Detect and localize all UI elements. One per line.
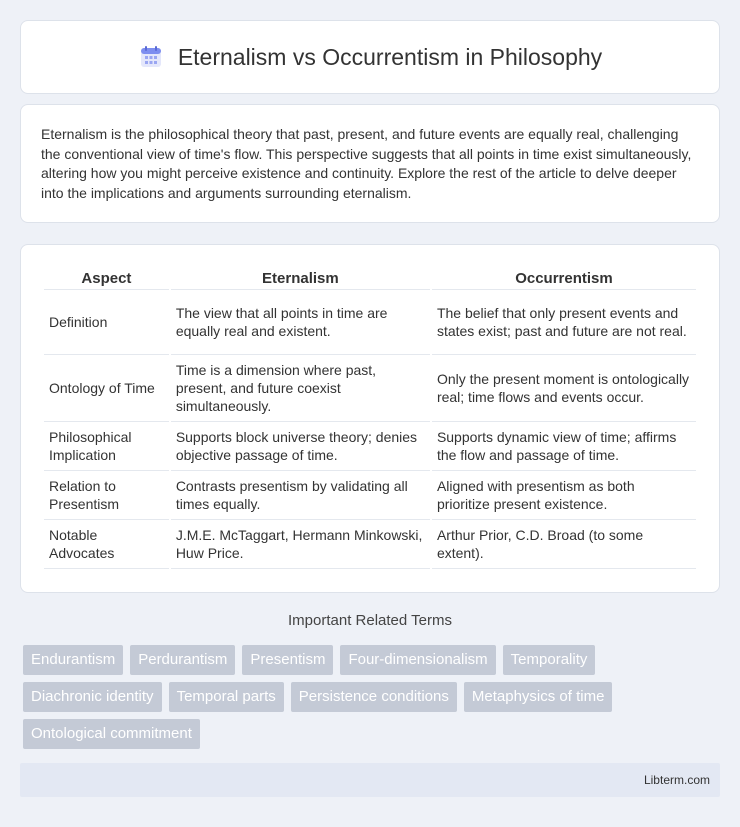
- page-header: [20, 20, 720, 94]
- related-term-tag[interactable]: Endurantism: [23, 645, 123, 675]
- row-aspect: Definition: [44, 289, 169, 355]
- header-aspect: Aspect: [81, 270, 132, 287]
- row-eternalism: Supports block universe theory; denies objective passage of time.: [171, 422, 430, 471]
- related-term-tag[interactable]: Four-dimensionalism: [340, 645, 495, 675]
- related-term-tag[interactable]: Persistence conditions: [291, 682, 457, 712]
- row-aspect: Notable Advocates: [44, 520, 169, 569]
- calendar-icon: [138, 44, 164, 70]
- table-row: [44, 355, 696, 422]
- row-aspect: Philosophical Implication: [44, 422, 169, 471]
- related-term-tag[interactable]: Diachronic identity: [23, 682, 162, 712]
- comparison-card: [20, 244, 720, 593]
- row-eternalism: Contrasts presentism by validating all times equally.: [171, 471, 430, 520]
- table-row: [44, 289, 696, 355]
- related-term-tag[interactable]: Temporality: [503, 645, 596, 675]
- related-term-tag[interactable]: Ontological commitment: [23, 719, 200, 749]
- page-title: Eternalism vs Occurrentism in Philosophy: [177, 43, 603, 70]
- table-row: [44, 471, 696, 520]
- row-eternalism: Time is a dimension where past, present, and future coexist simultaneously.: [171, 355, 430, 422]
- footer-credit[interactable]: Libterm.com: [20, 763, 720, 797]
- row-eternalism: J.M.E. McTaggart, Hermann Minkowski, Huw Price.: [171, 520, 430, 569]
- row-aspect: Ontology of Time: [44, 355, 169, 422]
- comparison-table: [42, 265, 698, 569]
- row-occurrentism: Supports dynamic view of time; affirms the flow and passage of time.: [432, 422, 696, 471]
- related-terms-list: [23, 645, 723, 749]
- row-occurrentism: Only the present moment is ontologically real; time flows and events occur.: [432, 355, 696, 422]
- row-occurrentism: Aligned with presentism as both prioritize present existence.: [432, 471, 696, 520]
- related-term-tag[interactable]: Perdurantism: [130, 645, 235, 675]
- related-terms-title: Important Related Terms: [288, 612, 452, 629]
- intro-text: Eternalism is the philosophical theory that past, present, and future events are equally real, challenging the conventional view of time's flow. This perspective suggests that all points in time exist simultaneously, altering how you might perceive existence and continuity. Explore the rest of the article to delve deeper into the implications and arguments surrounding eternalism.: [41, 126, 692, 201]
- related-term-tag[interactable]: Temporal parts: [169, 682, 284, 712]
- table-row: [44, 422, 696, 471]
- table-row: [44, 520, 696, 569]
- row-aspect: Relation to Presentism: [44, 471, 169, 520]
- row-eternalism: The view that all points in time are equally real and existent.: [171, 289, 430, 355]
- header-occurrentism: Occurrentism: [515, 270, 613, 287]
- row-occurrentism: The belief that only present events and states exist; past and future are not real.: [432, 289, 696, 355]
- related-term-tag[interactable]: Presentism: [242, 645, 333, 675]
- related-term-tag[interactable]: Metaphysics of time: [464, 682, 613, 712]
- header-eternalism: Eternalism: [262, 270, 339, 287]
- intro-card: [20, 104, 720, 223]
- row-occurrentism: Arthur Prior, C.D. Broad (to some extent).: [432, 520, 696, 569]
